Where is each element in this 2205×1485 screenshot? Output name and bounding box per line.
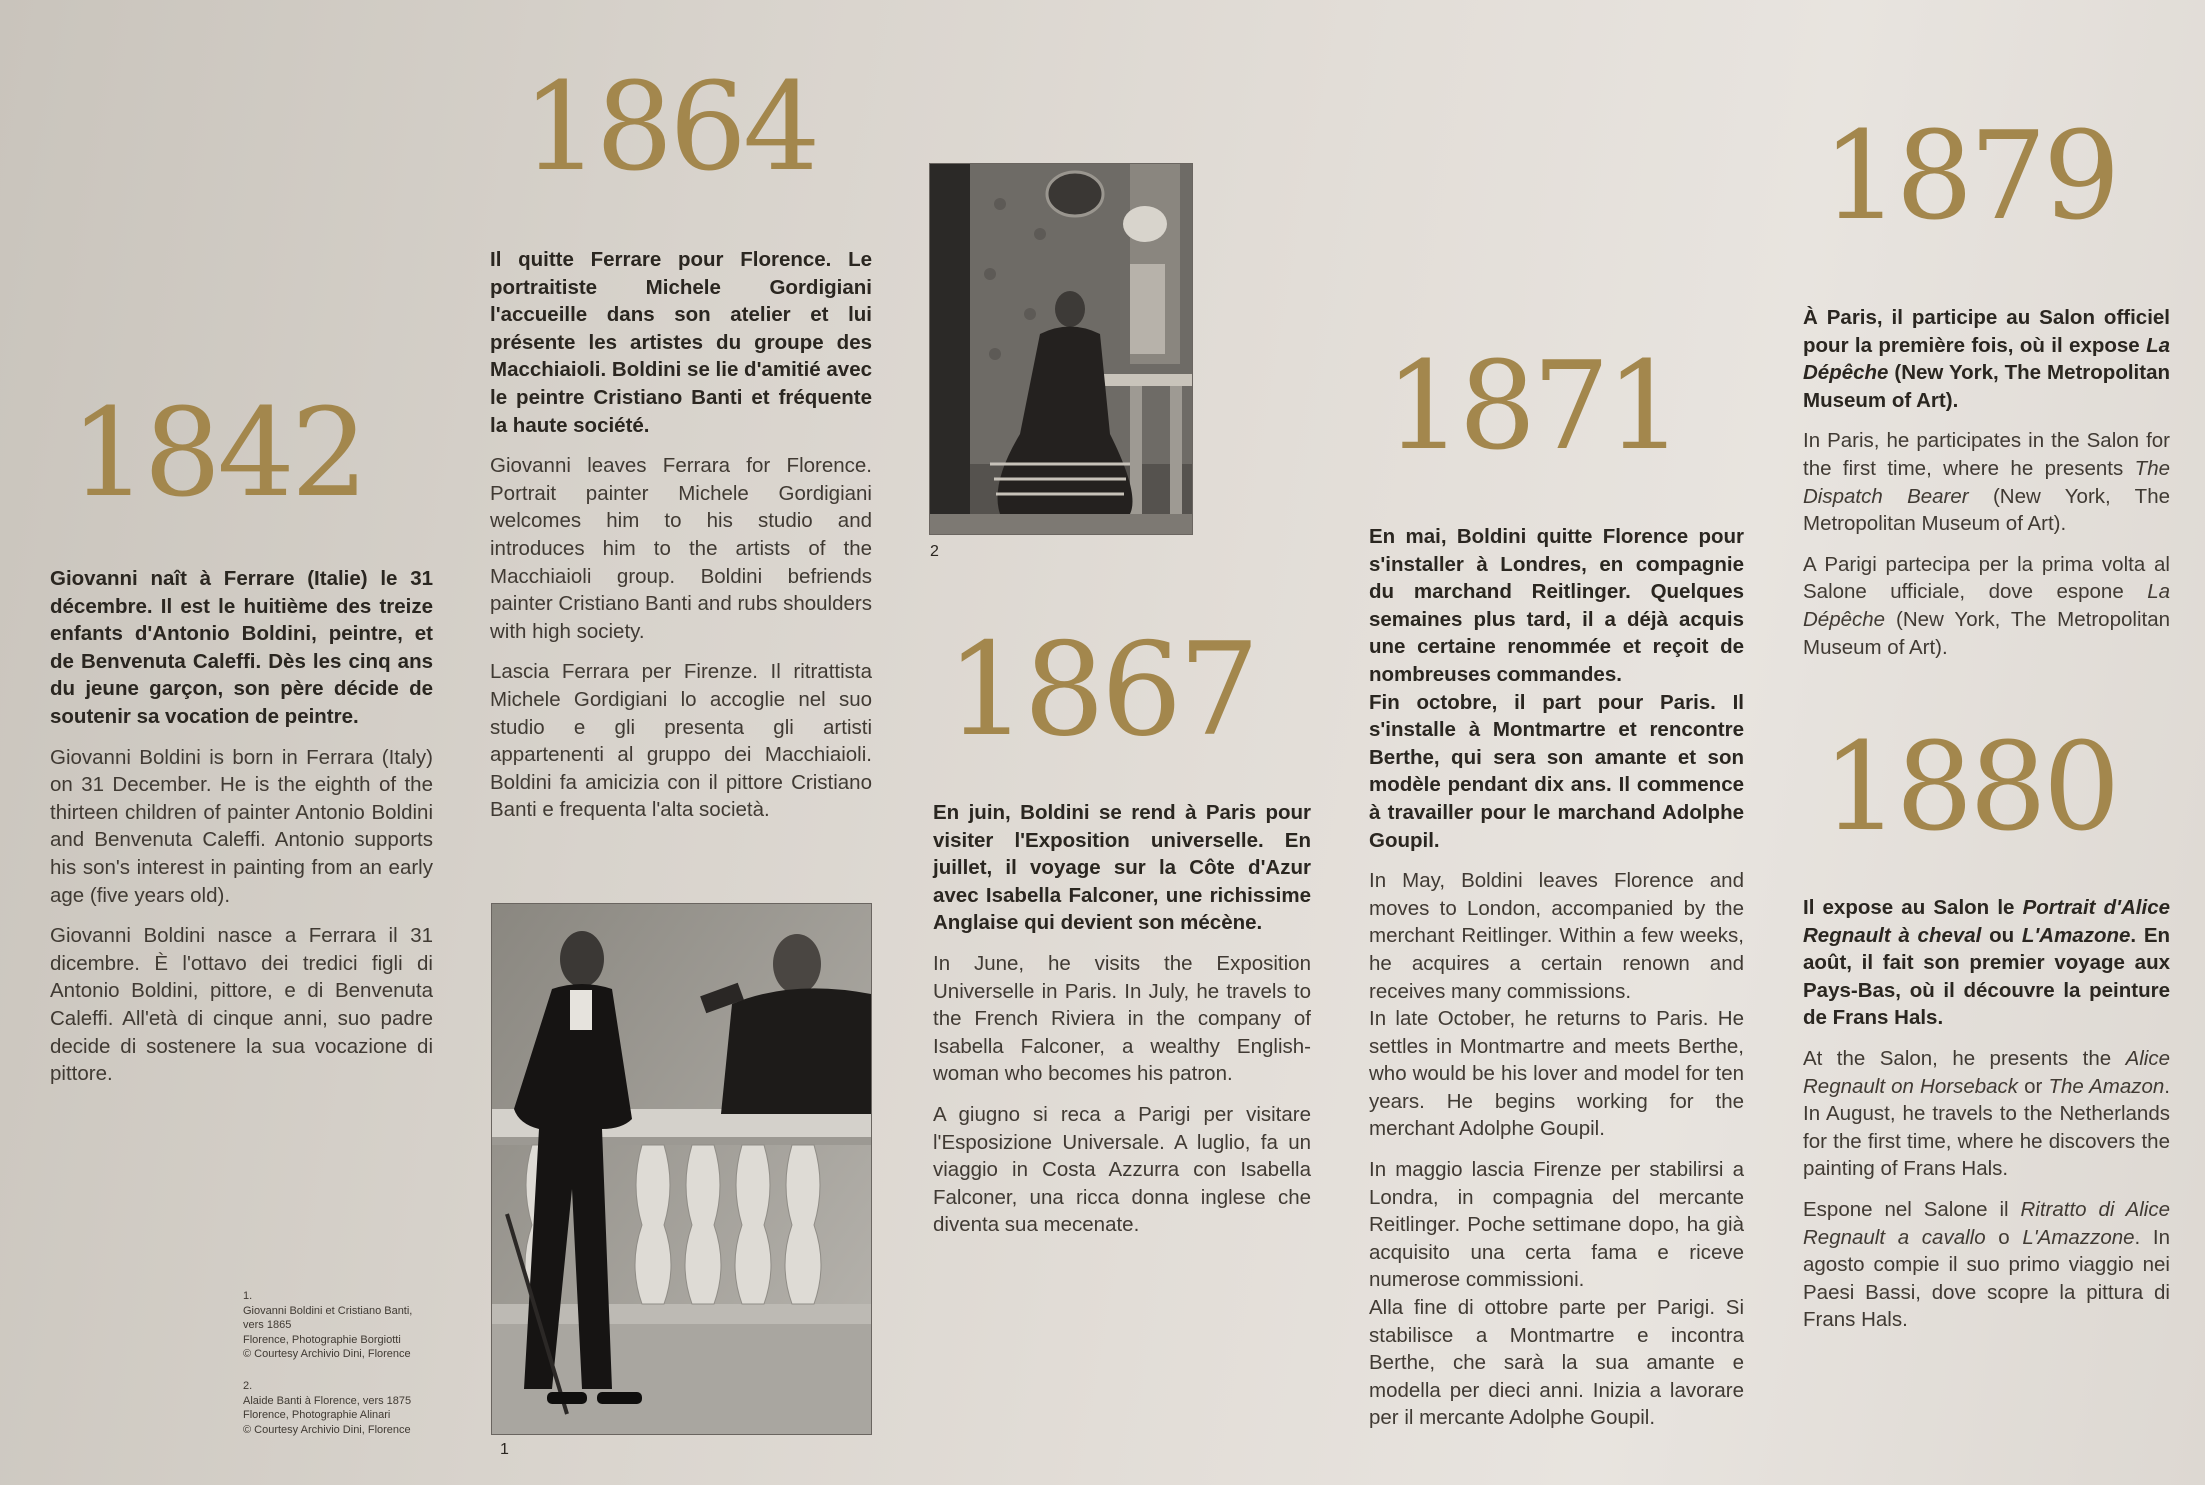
- photo-1-number: 1: [500, 1441, 509, 1458]
- entry-1864-it: Lascia Ferrara per Firenze. Il ritrattista Michele Gordigiani lo accoglie nel suo studio e gli presenta gli artisti appartenenti al gruppo dei Macchiaioli. Boldini fa amicizia con il pittore Cristiano Banti e frequenta l'alta società.: [490, 660, 872, 822]
- year-1864-heading: 1864: [522, 56, 817, 198]
- entry-1867: [933, 799, 1311, 1252]
- entry-1864-en: Giovanni leaves Ferrara for Florence. Portrait painter Michele Gordigiani welcomes him to his studio and introduces him to the artists of the Macchiaioli group. Boldini befriends painter Cristiano Banti and rubs shoulders with high society.: [490, 454, 872, 643]
- entry-1879-en: In Paris, he participates in the Salon for the first time, where he presents The Dispatch Bearer (New York, The Metropolitan Museum of Art).: [1803, 429, 2170, 536]
- entry-1880-fr: Il expose au Salon le Portrait d'Alice Regnault à cheval ou L'Amazone. En août, il fait son premier voyage aux Pays-Bas, où il découvre la peinture de Frans Hals.: [1803, 896, 2171, 1030]
- entry-1879: [1803, 304, 2170, 674]
- photo-boldini-banti-image: [492, 904, 871, 1434]
- entry-1864: [490, 246, 872, 837]
- entry-1842-en: Giovanni Boldini is born in Ferrara (Italy) on 31 December. He is the eighth of the thirteen children of painter Antonio Boldini and Benvenuta Caleffi. Antonio supports his son's interest in painting from an early age (five years old).: [50, 745, 433, 907]
- entry-1864-fr: Il quitte Ferrare pour Florence. Le portraitiste Michele Gordigiani l'accueille dans son atelier et lui présente les artistes du groupe des Macchiaioli. Boldini se lie d'amitié avec le peintre Cristiano Banti et fréquente la haute société.: [490, 248, 872, 437]
- entry-1842-it: Giovanni Boldini nasce a Ferrara il 31 dicembre. È l'ottavo dei tredici figli di Antonio Boldini, pittore, e di Benvenuta Caleffi. All'età di cinque anni, suo padre decide di sostenere la sua vocazione di pittore.: [50, 924, 433, 1086]
- photo-boldini-banti: [491, 903, 872, 1435]
- entry-1871-it: In maggio lascia Firenze per stabilirsi a Londra, in compagnia del mercante Reitlinger. Poche settimane dopo, ha già acquisito una certa fama e riceve numerose commissioni.: [1369, 1158, 1744, 1292]
- entry-1867-it: A giugno si reca a Parigi per visitare l'Esposizione Universale. A luglio, fa un viaggio in Costa Azzurra con Isabella Falconer, una ricca donna inglese che diventa sua mecenate.: [933, 1102, 1311, 1237]
- entry-1871-en-2: In late October, he returns to Paris. He settles in Montmartre and meets Berthe, who would be his lover and model for ten years. He begins working for the merchant Adolphe Goupil.: [1369, 1007, 1744, 1141]
- entry-1867-en: In June, he visits the Exposition Universelle in Paris. In July, he travels to the French Riviera in the company of Isabella Falconer, a wealthy English-woman who becomes his patron.: [933, 951, 1311, 1086]
- year-1879-heading: 1879: [1822, 105, 2117, 247]
- entry-1880-it: Espone nel Salone il Ritratto di Alice Regnault a cavallo o L'Amazzone. In agosto compie il suo primo viaggio nei Paesi Bassi, dove scopre la pittura di Frans Hals.: [1803, 1197, 2171, 1332]
- entry-1871-fr-2: Fin octobre, il part pour Paris. Il s'installe à Montmartre et rencontre Berthe, qui sera son amante et son modèle pendant dix ans. Il commence à travailler pour le marchand Adolphe Goupil.: [1369, 690, 1744, 852]
- photo-2-number: 2: [930, 543, 939, 560]
- entry-1871: [1369, 523, 1744, 1445]
- photo-alaide-banti-image: [930, 164, 1192, 534]
- year-1871-heading: 1871: [1385, 335, 1680, 477]
- entry-1871-it-2: Alla fine di ottobre parte per Parigi. Si stabilisce a Montmartre e incontra Berthe, che sarà la sua amante e modella per dieci anni. Inizia a lavorare per il mercante Adolphe Goupil.: [1369, 1296, 1744, 1430]
- entry-1879-fr: À Paris, il participe au Salon officiel pour la première fois, où il expose La Dépêche (New York, The Metropolitan Museum of Art).: [1803, 306, 2170, 412]
- entry-1880: [1803, 894, 2170, 1347]
- year-1880-heading: 1880: [1822, 716, 2117, 858]
- photo-2-caption: 2. Alaide Banti à Florence, vers 1875 Florence, Photographie Alinari © Courtesy Archivio Dini, Florence: [243, 1380, 412, 1436]
- year-1867-heading: 1867: [946, 616, 1256, 765]
- entry-1842-fr: Giovanni naît à Ferrare (Italie) le 31 décembre. Il est le huitième des treize enfants d'Antonio Boldini, peintre, et de Benvenuta Caleffi. Dès les cinq ans du jeune garçon, son père décide de soutenir sa vocation de peintre.: [50, 567, 433, 728]
- entry-1871-fr: En mai, Boldini quitte Florence pour s'installer à Londres, en compagnie du marchand Reitlinger. Quelques semaines plus tard, il a déjà acquis une certaine renommée et reçoit de nombreuses commandes.: [1369, 525, 1744, 686]
- entry-1867-fr: En juin, Boldini se rend à Paris pour visiter l'Exposition universelle. En juillet, il voyage sur la Côte d'Azur avec Isabella Falconer, une richissime Anglaise qui devient son mécène.: [933, 801, 1311, 935]
- entry-1879-it: A Parigi partecipa per la prima volta al Salone ufficiale, dove espone La Dépêche (New York, The Metropolitan Museum of Art).: [1803, 552, 2170, 659]
- entry-1842: [50, 565, 433, 1101]
- year-1842-heading: 1842: [70, 382, 365, 524]
- entry-1871-en: In May, Boldini leaves Florence and moves to London, accompanied by the merchant Reitlinger. Within a few weeks, he acquires a certain renown and receives many commissions.: [1369, 869, 1744, 1003]
- entry-1880-en: At the Salon, he presents the Alice Regnault on Horseback or The Amazon. In August, he travels to the Netherlands for the first time, where he discovers the painting of Frans Hals.: [1803, 1046, 2170, 1181]
- photo-1-caption: 1. Giovanni Boldini et Cristiano Banti, vers 1865 Florence, Photographie Borgiotti © Courtesy Archivio Dini, Florence: [243, 1290, 413, 1360]
- photo-alaide-banti: [929, 163, 1193, 535]
